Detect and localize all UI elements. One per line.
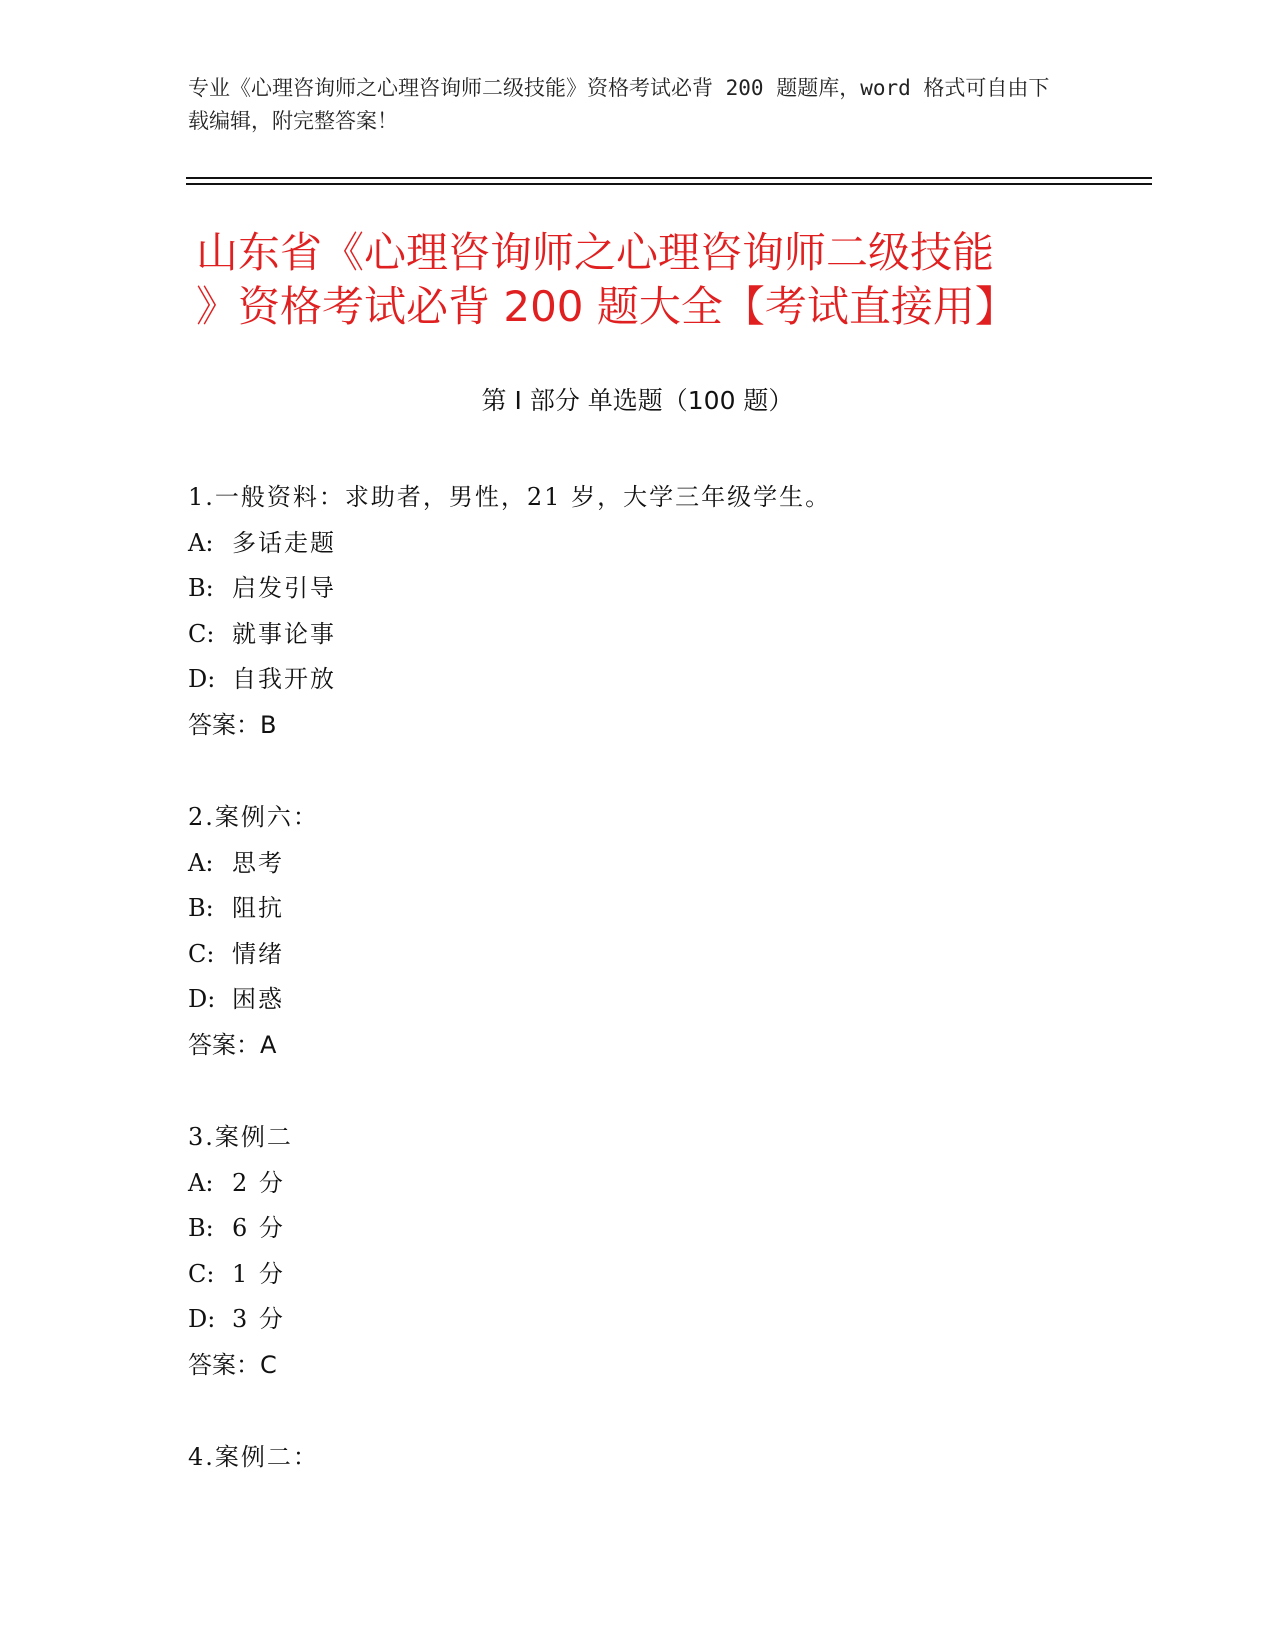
question-option — [188, 886, 1088, 932]
option-label: C: — [188, 939, 215, 968]
question-option — [188, 977, 1088, 1023]
option-text: 2 分 — [232, 1168, 285, 1197]
answer-line: 答案：A — [188, 1030, 277, 1059]
title-line-1: 山东省《心理咨询师之心理咨询师二级技能 — [196, 228, 995, 277]
question-option — [188, 1161, 1088, 1207]
option-label: B: — [188, 574, 214, 602]
option-label: D: — [188, 1305, 216, 1333]
option-text: 情绪 — [232, 939, 284, 968]
option-text: 阻抗 — [232, 894, 284, 922]
question-option — [188, 521, 1088, 567]
option-text: 6 分 — [232, 1214, 285, 1242]
option-label: C: — [188, 619, 215, 648]
document-title — [196, 226, 1096, 334]
question-option — [188, 566, 1088, 612]
question-option — [188, 612, 1088, 658]
option-label: D: — [188, 665, 216, 693]
option-text: 就事论事 — [232, 619, 336, 648]
question-stem: 2.案例六： — [188, 803, 319, 831]
option-label: A: — [188, 848, 214, 877]
question-option — [188, 932, 1088, 978]
answer-line: 答案：C — [188, 1350, 277, 1379]
question-block — [188, 795, 1088, 1068]
question-stem: 3.案例二 — [188, 1123, 293, 1151]
answer-line: 答案：B — [188, 710, 277, 739]
option-text: 自我开放 — [232, 665, 336, 693]
option-text: 1 分 — [232, 1259, 285, 1288]
section-heading: 第 I 部分 单选题（100 题） — [481, 386, 794, 415]
option-label: B: — [188, 1214, 214, 1242]
question-option — [188, 841, 1088, 887]
option-text: 困惑 — [232, 985, 284, 1013]
question-option — [188, 657, 1088, 703]
question-block — [188, 1115, 1088, 1388]
question-option — [188, 1297, 1088, 1343]
option-text: 多话走题 — [232, 528, 336, 557]
question-stem: 1.一般资料：求助者，男性，21 岁，大学三年级学生。 — [188, 483, 832, 511]
header-divider-bottom — [186, 183, 1152, 185]
header-divider-top — [186, 177, 1152, 179]
option-text: 3 分 — [232, 1305, 285, 1333]
header-note: 专业《心理咨询师之心理咨询师二级技能》资格考试必背 200 题题库，word 格式可自由下载编辑，附完整答案！ — [188, 76, 1050, 133]
question-stem: 4.案例二： — [188, 1443, 319, 1471]
option-text: 思考 — [232, 848, 284, 877]
question-block — [188, 475, 1088, 748]
option-label: B: — [188, 894, 214, 922]
option-label: A: — [188, 1168, 214, 1197]
question-block — [188, 1435, 1088, 1481]
question-option — [188, 1252, 1088, 1298]
option-label: D: — [188, 985, 216, 1013]
question-list — [188, 475, 1088, 1528]
title-line-2: 》资格考试必背 200 题大全【考试直接用】 — [196, 282, 1017, 331]
option-label: A: — [188, 528, 214, 557]
option-label: C: — [188, 1259, 215, 1288]
option-text: 启发引导 — [232, 574, 336, 602]
question-option — [188, 1206, 1088, 1252]
